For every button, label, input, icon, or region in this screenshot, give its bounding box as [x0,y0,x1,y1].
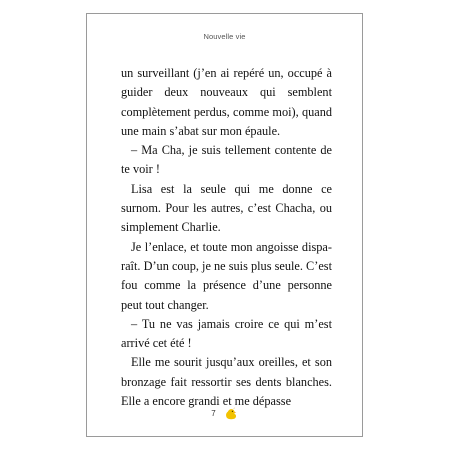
chick-icon [224,406,238,420]
page-footer [87,404,362,424]
paragraph-4: Je l’enlace, et toute mon angoisse disparaît. D’un coup, je ne suis plus seule. C’est fou comme la présence d’une personne peut tout changer. [121,239,332,312]
book-page [86,13,363,437]
running-head: Nouvelle vie [203,32,246,41]
paragraph-1: un surveillant (j’en ai repéré un, occupé à guider deux nouveaux qui semblent complètement perdus, comme moi), quand une main s’abat sur mon épaule. [121,66,332,138]
paragraph-2: – Ma Cha, je suis tellement contente de te voir ! [121,143,332,177]
paragraph-5: – Tu ne vas jamais croire ce qui m’est arrivé cet été ! [121,316,332,351]
paragraph-3: Lisa est la seule qui me donne ce surnom. Pour les autres, c’est Chacha, ou simplement Charlie. [121,181,332,235]
page-number: 7 [211,408,216,418]
body-text [121,64,332,411]
paragraph-6: Elle me sourit jusqu’aux oreilles, et son bronzage fait ressortir ses dents blanches. Elle a encore grandi et me dépasse [121,355,332,409]
